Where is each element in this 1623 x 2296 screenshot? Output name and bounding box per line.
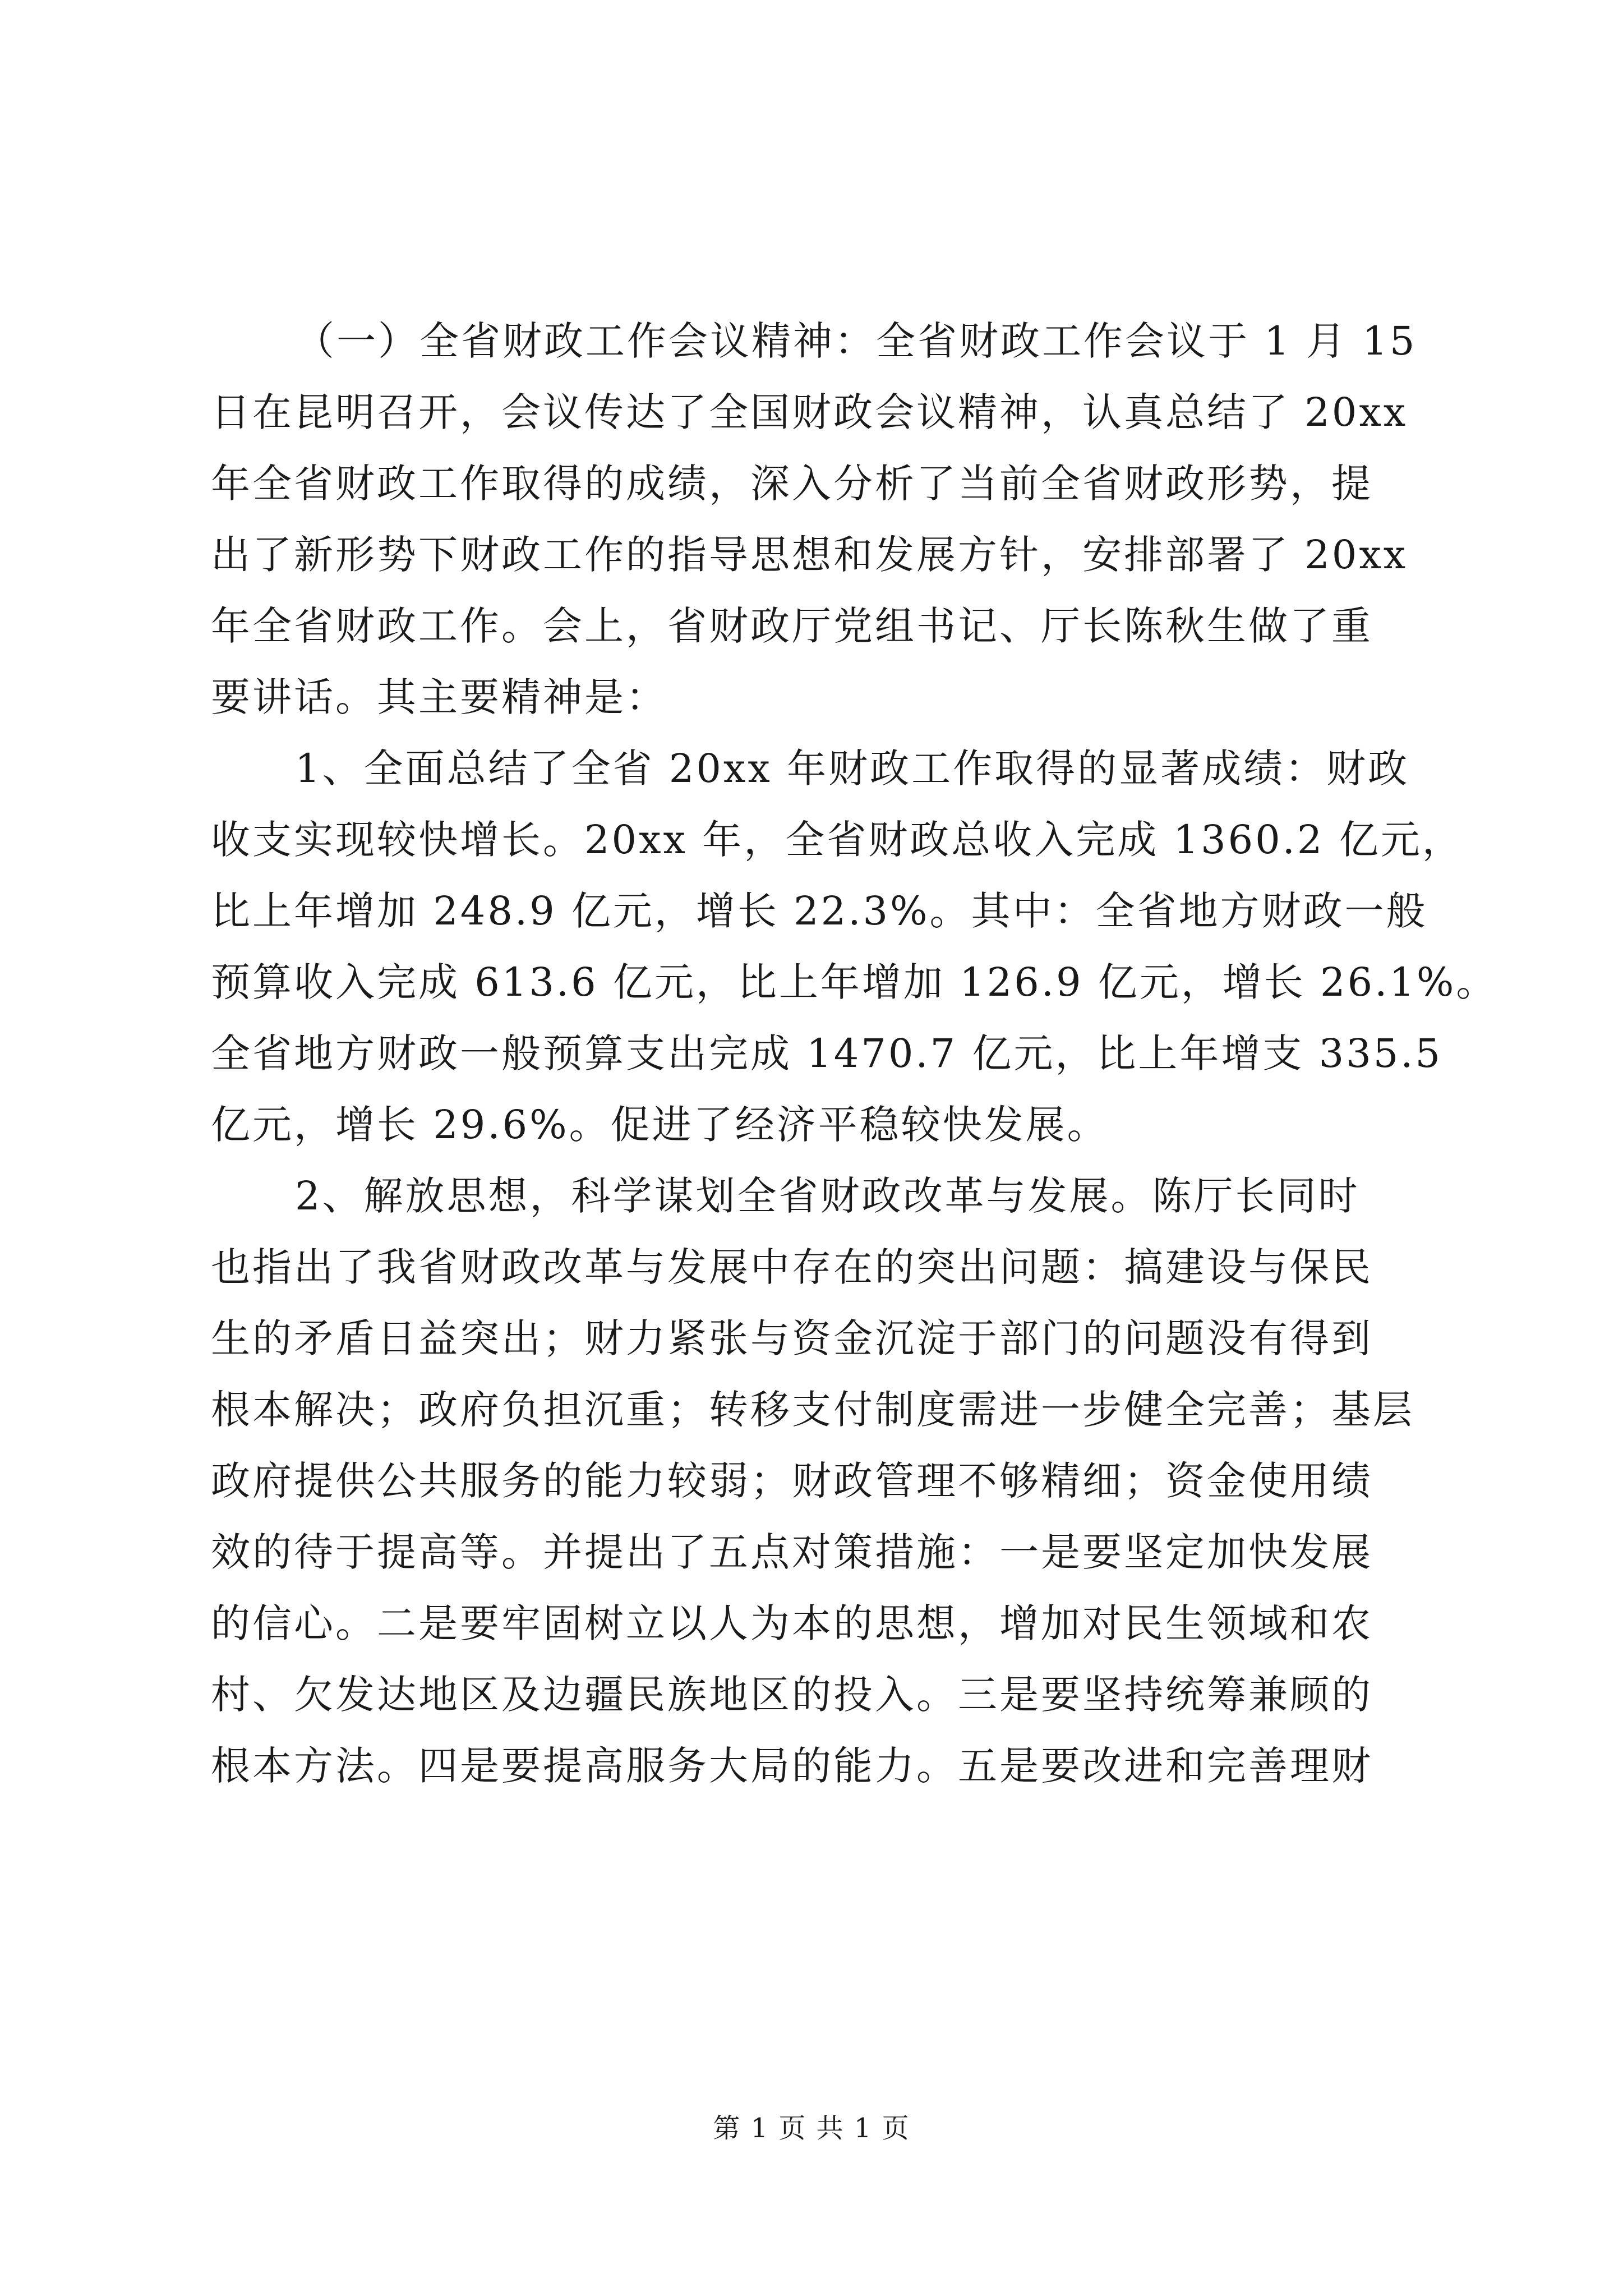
text-line: 1、全面总结了全省 20xx 年财政工作取得的显著成绩：财政	[295, 746, 1410, 792]
text-line: 效的待于提高等。并提出了五点对策措施：一是要坚定加快发展	[211, 1529, 1373, 1575]
paragraph-3	[211, 1161, 1414, 1802]
text-line: 根本方法。四是要提高服务大局的能力。五是要改进和完善理财	[211, 1743, 1373, 1789]
text-line: 年全省财政工作。会上，省财政厅党组书记、厅长陈秋生做了重	[211, 603, 1373, 649]
paragraph-1	[211, 306, 1417, 733]
text-line: 根本解决；政府负担沉重；转移支付制度需进一步健全完善；基层	[211, 1387, 1414, 1433]
text-line: 的信心。二是要牢固树立以人为本的思想，增加对民生领域和农	[211, 1600, 1373, 1646]
text-line: 要讲话。其主要精神是：	[211, 674, 667, 720]
text-line: 2、解放思想，科学谋划全省财政改革与发展。陈厅长同时	[295, 1173, 1360, 1219]
text-line: 村、欠发达地区及边疆民族地区的投入。三是要坚持统筹兼顾的	[211, 1672, 1373, 1718]
text-line: 预算收入完成 613.6 亿元，比上年增加 126.9 亿元，增长 26.1%。	[211, 959, 1498, 1005]
text-line: （一）全省财政工作会议精神：全省财政工作会议于 1 月 15	[295, 318, 1417, 364]
text-line: 日在昆明召开，会议传达了全国财政会议精神，认真总结了 20xx	[211, 389, 1408, 435]
text-line: 生的矛盾日益突出；财力紧张与资金沉淀于部门的问题没有得到	[211, 1315, 1373, 1361]
text-line: 也指出了我省财政改革与发展中存在的突出问题：搞建设与保民	[211, 1244, 1373, 1290]
text-line: 亿元，增长 29.6%。促进了经济平稳较快发展。	[211, 1102, 1109, 1148]
text-line: 全省地方财政一般预算支出完成 1470.7 亿元，比上年增支 335.5	[211, 1030, 1443, 1076]
text-line: 收支实现较快增长。20xx 年，全省财政总收入完成 1360.2 亿元，	[211, 817, 1464, 863]
text-line: 比上年增加 248.9 亿元，增长 22.3%。其中：全省地方财政一般	[211, 888, 1428, 934]
page-footer: 第 1 页 共 1 页	[713, 2113, 910, 2144]
paragraph-2	[211, 733, 1498, 1161]
text-line: 政府提供公共服务的能力较弱；财政管理不够精细；资金使用绩	[211, 1458, 1373, 1504]
document-body	[211, 306, 1498, 1802]
text-line: 年全省财政工作取得的成绩，深入分析了当前全省财政形势，提	[211, 461, 1373, 507]
text-line: 出了新形势下财政工作的指导思想和发展方针，安排部署了 20xx	[211, 532, 1408, 578]
